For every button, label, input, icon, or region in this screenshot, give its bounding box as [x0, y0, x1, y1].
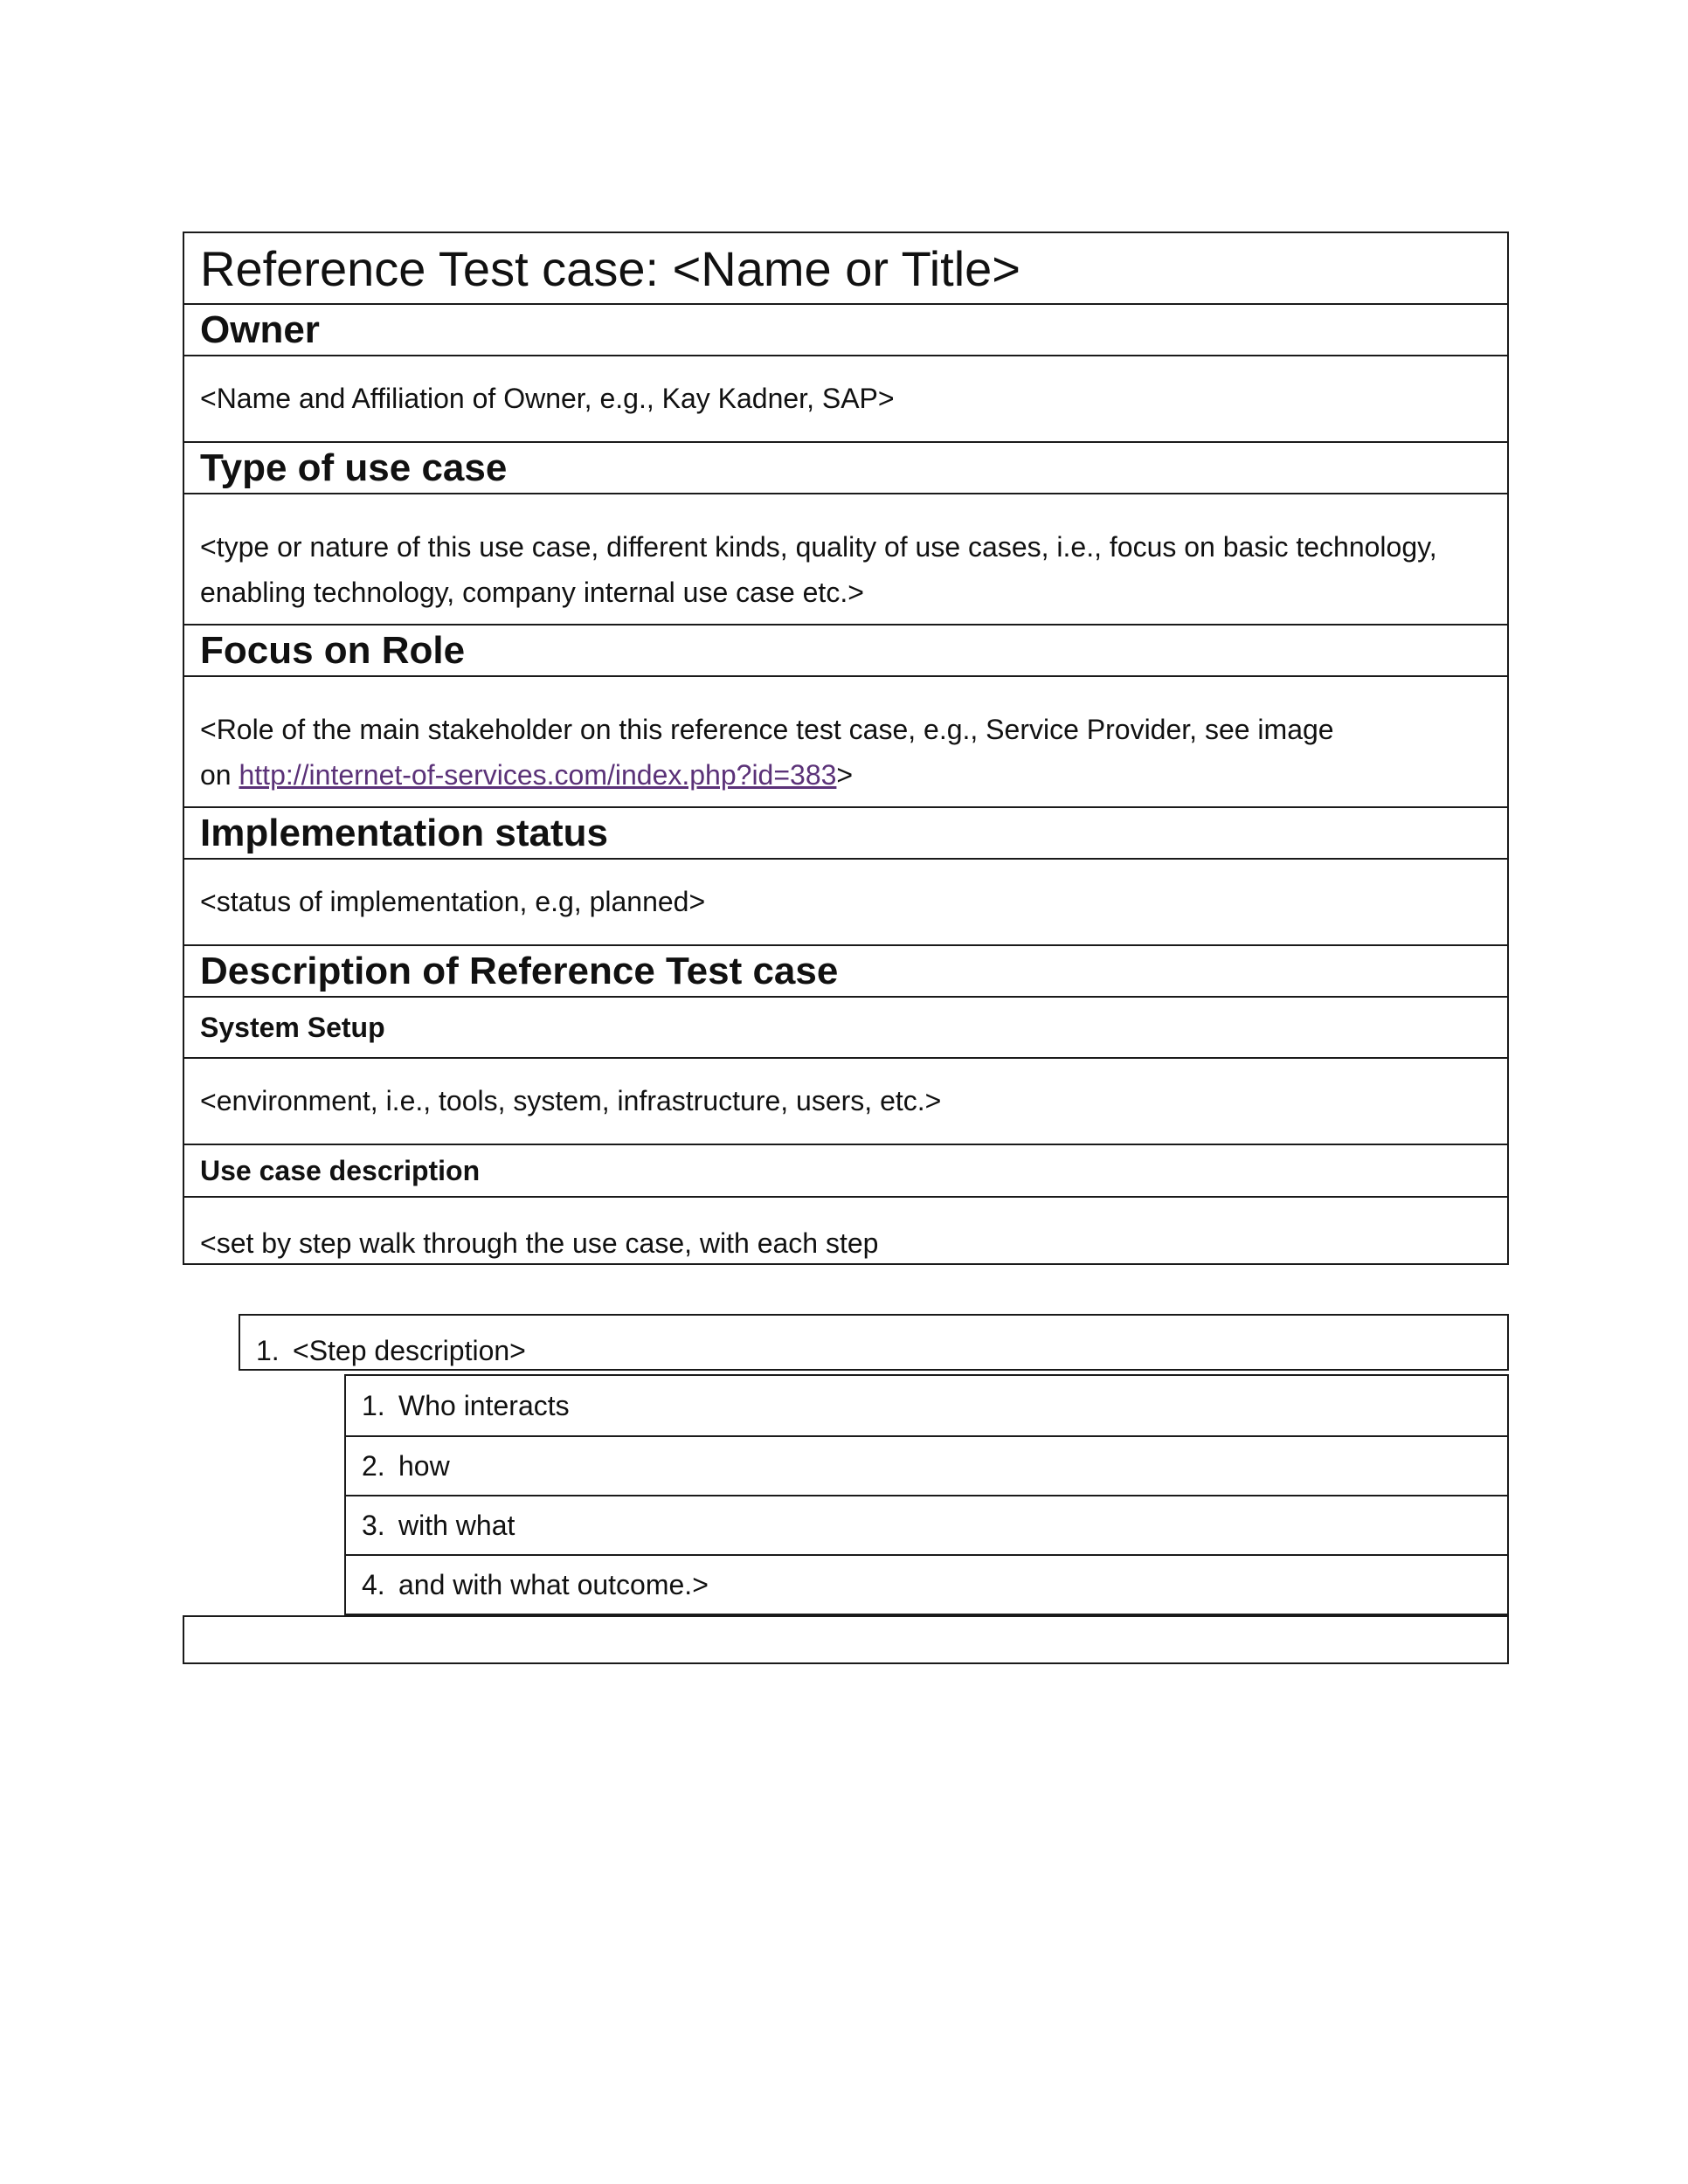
use-case-description-text: <set by step walk through the use case, with each step — [184, 1196, 1507, 1263]
step-box-border — [1507, 1314, 1509, 1371]
owner-text: <Name and Affiliation of Owner, e.g., Kay Kadner, SAP> — [184, 355, 1507, 441]
implementation-heading: Implementation status — [184, 806, 1507, 858]
type-text-line-1: <type or nature of this use case, different kinds, quality of use cases, i.e., focus on basic technology, — [200, 531, 1437, 563]
role-text-line-2 — [200, 752, 1491, 798]
role-heading: Focus on Role — [184, 624, 1507, 675]
reference-test-case-table — [183, 232, 1509, 1265]
list-item-number: 3. — [362, 1509, 385, 1541]
role-link[interactable]: http://internet-of-services.com/index.php?id=383 — [239, 759, 837, 791]
list-item — [346, 1495, 1507, 1554]
step-description — [239, 1314, 1509, 1371]
list-item — [346, 1376, 1507, 1435]
role-text-prefix: on — [200, 759, 239, 791]
list-item-number: 2. — [362, 1449, 385, 1482]
system-setup-heading: System Setup — [184, 996, 1507, 1057]
document-title: Reference Test case: <Name or Title> — [200, 240, 1020, 296]
list-item-number: 4. — [362, 1568, 385, 1600]
list-item-text: Who interacts — [398, 1389, 570, 1421]
list-item-text: how — [398, 1449, 450, 1482]
role-text-line-1: <Role of the main stakeholder on this reference test case, e.g., Service Provider, see image — [200, 714, 1334, 745]
owner-heading: Owner — [184, 303, 1507, 355]
list-item — [346, 1554, 1507, 1614]
use-case-description-heading: Use case description — [184, 1144, 1507, 1196]
implementation-text: <status of implementation, e.g, planned> — [184, 858, 1507, 944]
empty-bottom-row — [183, 1615, 1509, 1664]
list-item-number: 1. — [362, 1389, 385, 1421]
description-heading: Description of Reference Test case — [184, 944, 1507, 996]
role-text-suffix: > — [836, 759, 854, 791]
step-text: <Step description> — [293, 1335, 526, 1366]
role-text — [184, 675, 1507, 806]
step-sub-list — [344, 1374, 1509, 1615]
type-heading: Type of use case — [184, 441, 1507, 493]
list-item-text: and with what outcome.> — [398, 1568, 709, 1600]
list-item — [346, 1435, 1507, 1495]
type-text — [184, 493, 1507, 624]
list-item-text: with what — [398, 1509, 515, 1541]
step-number: 1. — [256, 1335, 280, 1366]
type-text-line-2: enabling technology, company internal use case etc.> — [200, 577, 864, 608]
system-setup-text: <environment, i.e., tools, system, infrastructure, users, etc.> — [184, 1057, 1507, 1144]
